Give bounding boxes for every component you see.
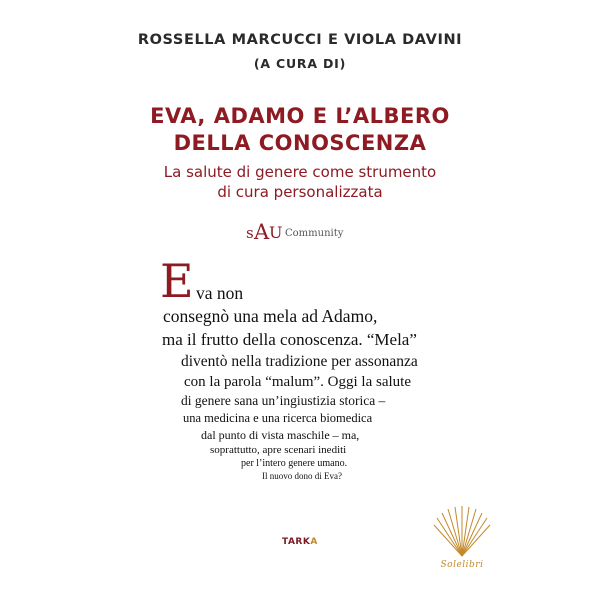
quote-line-11: Il nuovo dono di Eva? bbox=[262, 471, 342, 481]
subtitle-line-1: La salute di genere come strumento bbox=[163, 163, 437, 181]
title-line-1: EVA, ADAMO E L’ALBERO bbox=[150, 104, 450, 128]
title-line-2: DELLA CONOSCENZA bbox=[173, 131, 427, 155]
quote-line-2: consegnò una mela ad Adamo, bbox=[163, 306, 378, 326]
tarka-text-b: A bbox=[310, 537, 318, 547]
sun-rays-icon bbox=[432, 498, 492, 558]
quote-line-4: diventò nella tradizione per assonanza bbox=[181, 353, 418, 370]
quote-line-1: va non bbox=[196, 283, 244, 303]
svg-text:A: A bbox=[254, 220, 270, 242]
quote-line-5: con la parola “malum”. Oggi la salute bbox=[184, 374, 411, 390]
drop-cap: E bbox=[160, 254, 194, 308]
quote-line-10: per l’intero genere umano. bbox=[241, 458, 348, 469]
subtitle-line-2: di cura personalizzata bbox=[217, 183, 383, 201]
tarka-logo bbox=[282, 537, 318, 547]
quote-line-6: di genere sana un’ingiustizia storica – bbox=[181, 393, 386, 408]
logo-text: Community bbox=[285, 228, 344, 239]
quote-line-9: soprattutto, apre scenari inediti bbox=[210, 444, 347, 456]
authors: ROSSELLA MARCUCCI E VIOLA DAVINI bbox=[137, 32, 463, 48]
quote-line-7: una medicina e una ricerca biomedica bbox=[183, 411, 373, 425]
svg-text:s: s bbox=[246, 224, 254, 242]
quote-line-3: ma il frutto della conoscenza. “Mela” bbox=[162, 330, 417, 349]
solelibri-logo-text: Solelibri bbox=[440, 560, 484, 570]
editor-note: (A CURA DI) bbox=[253, 56, 347, 71]
quote-line-8: dal punto di vista maschile – ma, bbox=[201, 428, 360, 442]
svg-text:U: U bbox=[269, 223, 283, 242]
tarka-text-a: TARK bbox=[282, 537, 311, 547]
